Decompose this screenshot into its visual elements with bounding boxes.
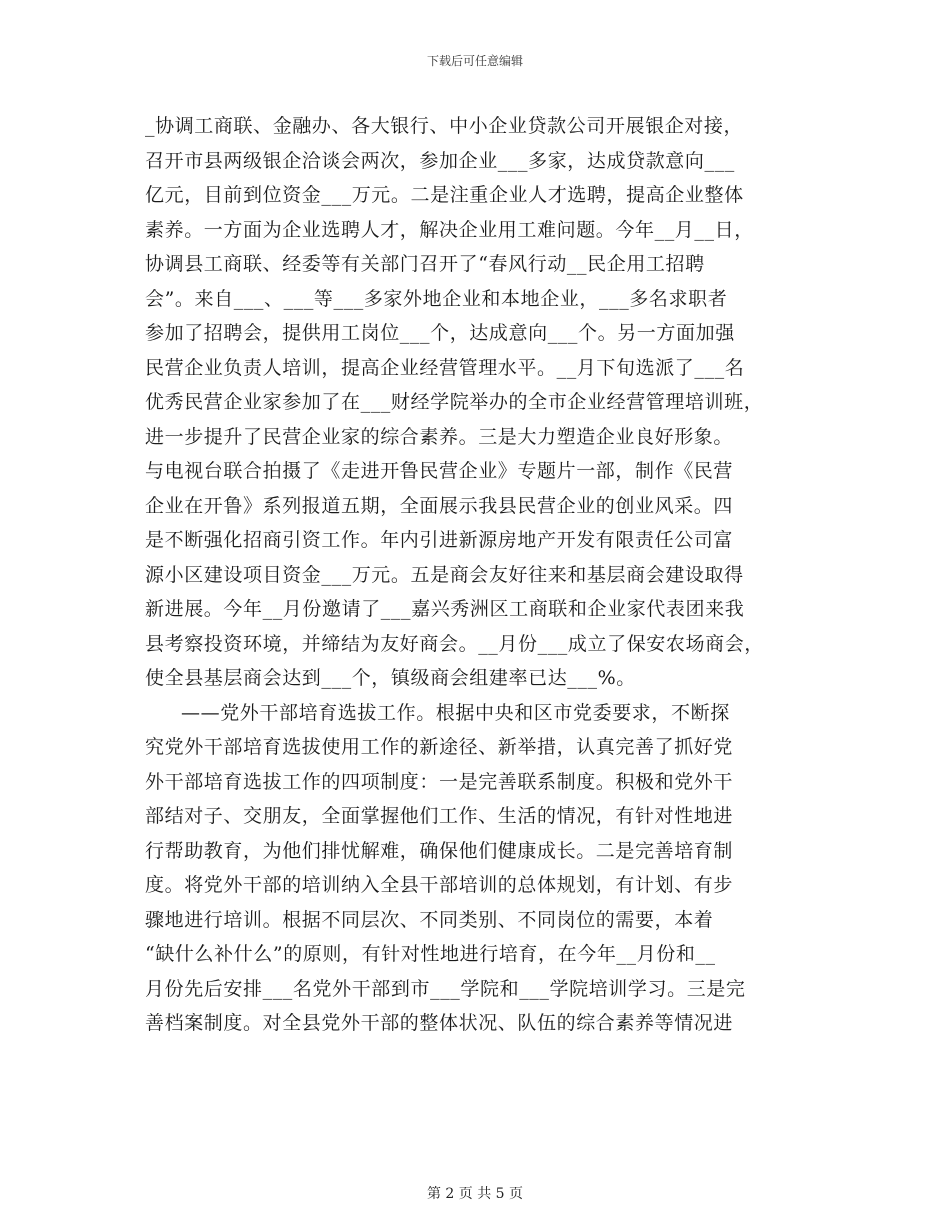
text-line: 究党外干部培育选拔使用工作的新途径、新举措，认真完善了抓好党 bbox=[145, 736, 734, 758]
text-line: “缺什么补什么”的原则，有针对性地进行培育，在今年__月份和__ bbox=[145, 943, 716, 965]
text-line: _协调工商联、金融办、各大银行、中小企业贷款公司开展银企对接， bbox=[145, 115, 744, 137]
text-line: 企业在开鲁》系列报道五期，全面展示我县民营企业的创业风采。四 bbox=[145, 494, 734, 517]
page-header: 下载后可任意编辑 bbox=[426, 54, 523, 68]
text-line: 参加了招聘会，提供用工岗位___个，达成意向___个。另一方面加强 bbox=[145, 322, 735, 344]
text-line: 县考察投资环境，并缔结为友好商会。__月份___成立了保安农场商会， bbox=[145, 632, 764, 655]
text-line: 善档案制度。对全县党外干部的整体状况、队伍的综合素养等情况进 bbox=[145, 1012, 734, 1034]
text-line: 协调县工商联、经委等有关部门召开了“春风行动__民企用工招聘 bbox=[145, 253, 705, 275]
text-line: 是不断强化招商引资工作。年内引进新源房地产开发有限责任公司富 bbox=[145, 529, 734, 551]
text-line: 骤地进行培训。根据不同层次、不同类别、不同岗位的需要，本着 bbox=[145, 908, 714, 931]
text-line: 月份先后安排___名党外干部到市___学院和___学院培训学习。三是完 bbox=[145, 977, 746, 1000]
text-line: 亿元，目前到位资金___万元。二是注重企业人才选聘，提高企业整体 bbox=[145, 184, 744, 206]
text-line: 进一步提升了民营企业家的综合素养。三是大力塑造企业良好形象。 bbox=[145, 425, 734, 448]
page-footer: 第 2 页 共 5 页 bbox=[426, 1186, 524, 1202]
text-line: 民营企业负责人培训，提高企业经营管理水平。__月下旬选派了___名 bbox=[145, 356, 745, 379]
text-line: 与电视台联合拍摄了《走进开鲁民营企业》专题片一部，制作《民营 bbox=[145, 460, 734, 482]
text-line: 新进展。今年__月份邀请了___嘉兴秀洲区工商联和企业家代表团来我 bbox=[145, 598, 745, 620]
text-line: 优秀民营企业家参加了在___财经学院举办的全市企业经营管理培训班， bbox=[145, 391, 764, 413]
text-line: 部结对子、交朋友，全面掌握他们工作、生活的情况，有针对性地进 bbox=[145, 805, 734, 827]
text-line: 度。将党外干部的培训纳入全县干部培训的总体规划，有计划、有步 bbox=[145, 874, 734, 896]
text-line: 素养。一方面为企业选聘人才，解决企业用工难问题。今年__月__日， bbox=[145, 218, 754, 241]
text-line: 源小区建设项目资金___万元。五是商会友好往来和基层商会建设取得 bbox=[145, 563, 744, 586]
text-line: 使全县基层商会达到___个，镇级商会组建率已达___%。 bbox=[145, 667, 636, 689]
paragraph-start-line: ——党外干部培育选拔工作。根据中央和区市党委要求，不断探 bbox=[181, 701, 730, 724]
text-line: 行帮助教育，为他们排忧解难，确保他们健康成长。二是完善培育制 bbox=[145, 839, 734, 862]
text-line: 会”。来自___、___等___多家外地企业和本地企业，___多名求职者 bbox=[145, 287, 728, 310]
document-body bbox=[145, 109, 810, 1041]
text-line: 召开市县两级银企洽谈会两次，参加企业___多家，达成贷款意向___ bbox=[145, 149, 735, 172]
text-line: 外干部培育选拔工作的四项制度：一是完善联系制度。积极和党外干 bbox=[145, 770, 734, 793]
